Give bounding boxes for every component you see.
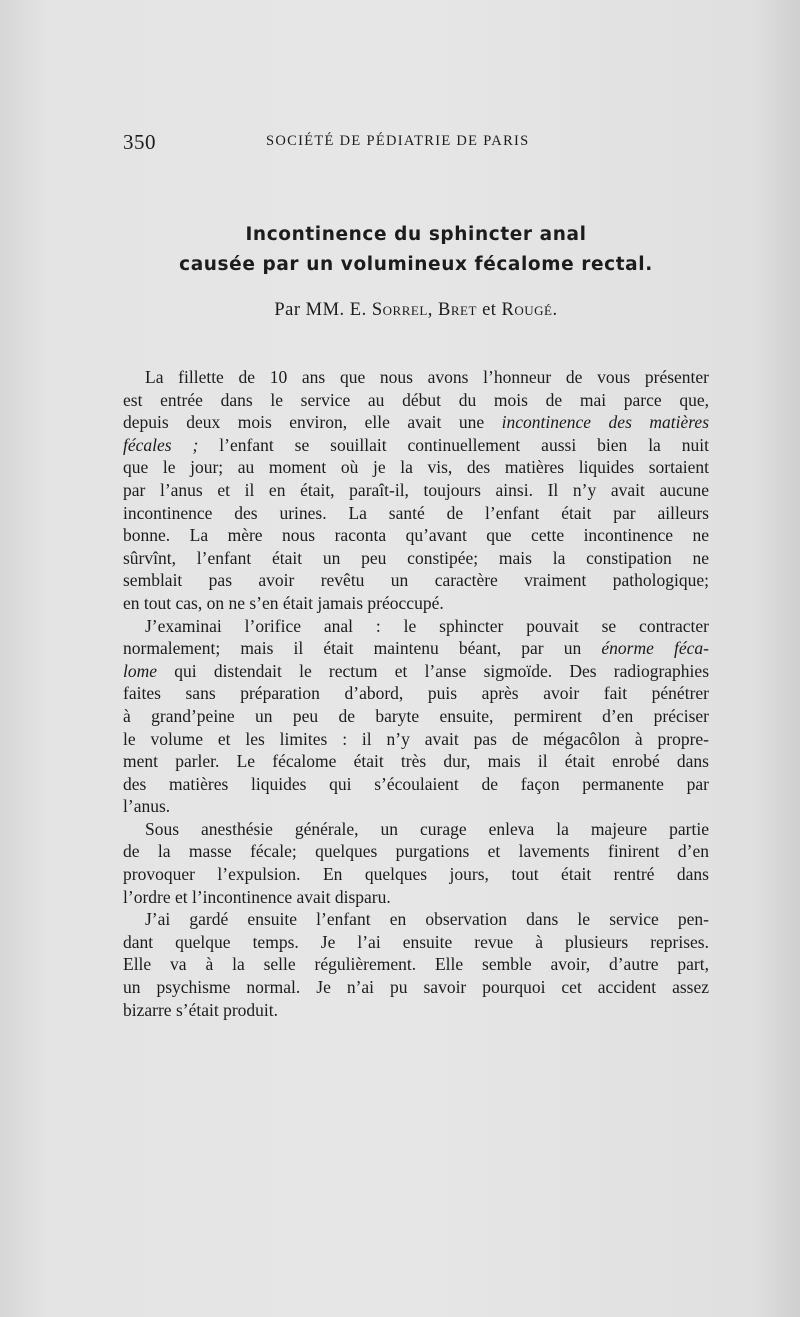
author-sorrel: Sorrel [371, 300, 428, 320]
text-run: qui distendait le rectum et l’anse sigmoïde. Des radiographies [157, 660, 709, 681]
text-line: de la masse fécale; quelques purgations et lavements finirent d’en [123, 841, 709, 862]
article-authors [123, 300, 709, 321]
text-line: ment parler. Le fécalome était très dur, mais il était enrobé dans [123, 751, 709, 772]
text-run: l’enfant se souillait continuellement aussi bien la nuit [198, 434, 709, 455]
text-line [123, 434, 709, 457]
text-line: dant quelque temps. Je l’ai ensuite revue à plusieurs reprises. [123, 931, 709, 952]
text-line: incontinence des urines. La santé de l’enfant était par ailleurs [123, 502, 709, 523]
text-line: La fillette de 10 ans que nous avons l’honneur de vous présenter [145, 367, 709, 387]
author-rouge: Rougé [501, 300, 553, 320]
text-line: Sous anesthésie générale, un curage enleva la majeure partie [145, 818, 709, 839]
author-bret: Bret [438, 300, 477, 320]
title-line-2: causée par un volumineux fécalome rectal. [179, 254, 653, 275]
author-separator: , [427, 300, 439, 320]
text-line [123, 637, 709, 660]
text-line: par l’anus et il en était, paraît-il, toujours ainsi. Il n’y avait aucune [123, 479, 709, 500]
text-line: que le jour; au moment où je la vis, des matières liquides sortaient [123, 457, 709, 478]
text-line: bizarre s’était produit. [123, 999, 279, 1020]
authors-prefix: Par MM. E. [274, 300, 367, 320]
text-line: l’ordre et l’incontinence avait disparu. [123, 886, 391, 907]
page-number: 350 [123, 130, 156, 154]
text-line [123, 660, 709, 683]
text-run: depuis deux mois environ, elle avait une [123, 412, 502, 433]
paragraph-2 [123, 615, 709, 818]
text-line: l’anus. [123, 796, 171, 817]
text-line: le volume et les limites : il n’y avait pas de mégacôlon à propre- [123, 728, 709, 749]
text-line: faites sans préparation d’abord, puis après avoir fait pénétrer [123, 683, 709, 704]
paragraph-4 [123, 908, 709, 1021]
paragraph-3 [123, 818, 709, 908]
text-run: normalement; mais il était maintenu béant, par un [123, 638, 602, 659]
text-line: sûrvînt, l’enfant était un peu constipée; mais la constipation ne [123, 547, 709, 568]
author-and: et [476, 300, 502, 320]
text-line: J’ai gardé ensuite l’enfant en observation dans le service pen- [145, 909, 709, 930]
text-line: Elle va à la selle régulièrement. Elle semble avoir, d’autre part, [123, 954, 709, 975]
text-line: semblait pas avoir revêtu un caractère vraiment pathologique; [123, 570, 709, 591]
emphasis-text: incontinence des matières [501, 412, 709, 433]
page-header [123, 130, 695, 154]
emphasis-text: fécales ; [123, 434, 199, 455]
text-line: provoquer l’expulsion. En quelques jours, tout était rentré dans [123, 864, 709, 885]
text-line [123, 411, 709, 434]
emphasis-text: énorme féca- [601, 638, 709, 659]
text-line: à grand’peine un peu de baryte ensuite, permirent d’en préciser [123, 705, 709, 726]
title-line-1: Incontinence du sphincter anal [245, 224, 587, 245]
paragraph-1 [123, 366, 709, 615]
emphasis-text: lome [123, 660, 158, 681]
text-line: est entrée dans le service au début du mois de mai parce que, [123, 389, 709, 410]
running-head: SOCIÉTÉ DE PÉDIATRIE DE PARIS [266, 133, 530, 149]
authors-suffix: . [552, 300, 558, 320]
article-body [123, 366, 709, 1021]
text-line: bonne. La mère nous raconta qu’avant que cette incontinence ne [123, 525, 709, 546]
text-line: J’examinai l’orifice anal : le sphincter pouvait se contracter [145, 615, 709, 636]
text-line: en tout cas, on ne s’en était jamais préoccupé. [123, 592, 444, 613]
text-line: des matières liquides qui s’écoulaient de façon permanente par [123, 773, 709, 794]
text-line: un psychisme normal. Je n’ai pu savoir pourquoi cet accident assez [123, 977, 709, 998]
article-title [123, 220, 709, 280]
